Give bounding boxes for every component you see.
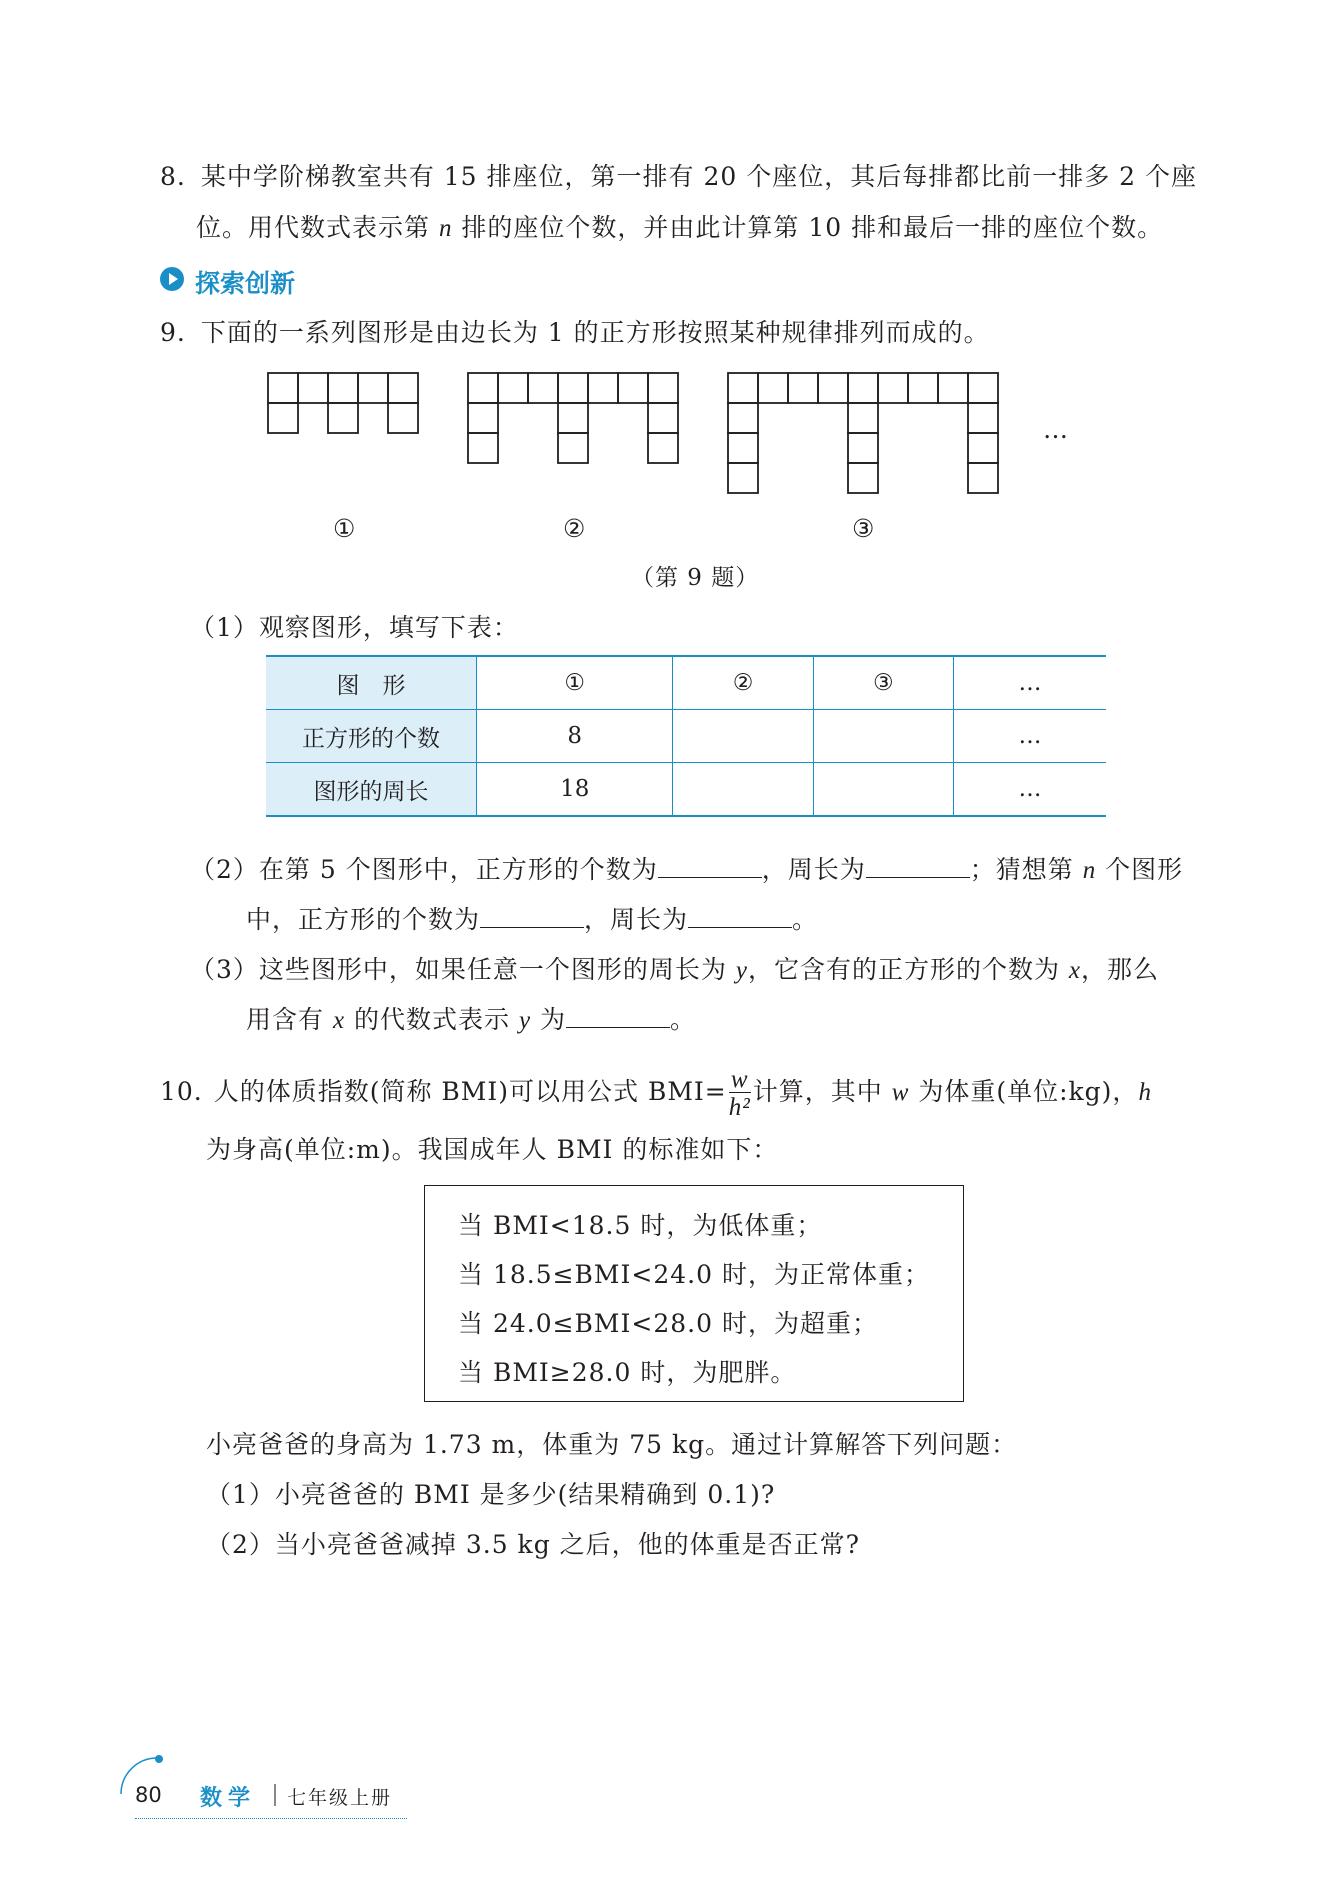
footer-subject: 数学 (200, 1786, 257, 1811)
q10-text-a: 人的体质指数(简称 BMI)可以用公式 BMI= (213, 1077, 727, 1106)
answer-blank-4[interactable] (688, 905, 792, 928)
figure-3-squares (728, 373, 998, 493)
q9-p2-text-a: （2）在第 5 个图形中，正方形的个数为 (190, 855, 658, 884)
table-header-cell: … (954, 656, 1107, 710)
table-header-cell: ③ (813, 656, 953, 710)
q9-p3-text-d: 用含有 (246, 1005, 333, 1034)
table-cell-blank[interactable] (673, 763, 813, 817)
bmi-standard-3: 当 24.0≤BMI<28.0 时，为超重； (458, 1309, 878, 1338)
q9-p3-text-b: ，它含有的正方形的个数为 (747, 955, 1069, 984)
q10-var-w: w (891, 1079, 910, 1106)
q10-line2: 为身高(单位:m)。我国成年人 BMI 的标准如下： (206, 1135, 779, 1164)
q9-part3-line2 (246, 1005, 696, 1036)
table-cell: 8 (477, 710, 673, 763)
q10-var-h: h (1138, 1079, 1152, 1106)
q9-p2-text-g: 。 (792, 905, 819, 934)
q9-p3-text-f: 为 (531, 1005, 567, 1034)
figure-label-3: ③ (852, 514, 876, 543)
q8-number: 8. (160, 162, 186, 191)
figure-1-squares (268, 373, 418, 433)
table-cell: … (954, 763, 1107, 817)
play-circle-icon (160, 267, 184, 291)
q8-line2 (196, 213, 1163, 244)
q10-text-b: 计算，其中 (752, 1077, 892, 1106)
footer-divider (274, 1784, 276, 1806)
answer-blank-2[interactable] (866, 855, 970, 878)
answer-blank-1[interactable] (658, 855, 762, 878)
q8-text-a: 位。用代数式表示第 (196, 213, 439, 242)
figure-ellipsis: … (1043, 415, 1069, 444)
footer-grade: 七年级上册 (287, 1787, 393, 1809)
q9-part1-label: （1）观察图形，填写下表： (190, 613, 519, 642)
q10-sub1: （1）小亮爸爸的 BMI 是多少(结果精确到 0.1)? (206, 1480, 776, 1509)
q9-p3-var-y2: y (518, 1007, 532, 1034)
q9-p3-text-c: ，那么 (1081, 955, 1160, 984)
q10-sub2: （2）当小亮爸爸减掉 3.5 kg 之后，他的体重是否正常? (206, 1530, 861, 1559)
q9-part2-line2 (246, 905, 818, 935)
q10-line1 (160, 1067, 1152, 1120)
table-cell-blank[interactable] (673, 710, 813, 763)
bmi-fraction (729, 1067, 751, 1120)
bmi-standard-4: 当 BMI≥28.0 时，为肥胖。 (458, 1358, 797, 1387)
q8-var-n: n (438, 215, 453, 242)
q9-p3-text-g: 。 (670, 1005, 697, 1034)
page-number: 80 (135, 1783, 162, 1807)
q9-p2-text-d: 个图形 (1096, 855, 1184, 884)
table-row-label: 图形的周长 (266, 763, 477, 817)
figure-label-2: ② (563, 514, 587, 543)
table-row (266, 763, 1106, 817)
table-cell-blank[interactable] (813, 763, 953, 817)
q9-p3-var-x: x (1068, 957, 1082, 984)
figure-2-squares (468, 373, 678, 463)
table-cell-blank[interactable] (813, 710, 953, 763)
table-row-label: 正方形的个数 (266, 710, 477, 763)
table-cell: 18 (477, 763, 673, 817)
table-header-cell: ① (477, 656, 673, 710)
q10-number: 10. (160, 1077, 203, 1106)
fraction-numerator: w (729, 1067, 751, 1093)
q9-p3-text-e: 的代数式表示 (345, 1005, 519, 1034)
q10-given: 小亮爸爸的身高为 1.73 m，体重为 75 kg。通过计算解答下列问题： (206, 1430, 1018, 1459)
bmi-standard-1: 当 BMI<18.5 时，为低体重； (458, 1211, 823, 1240)
q9-p2-var-n: n (1082, 857, 1097, 884)
fraction-denominator: h² (728, 1094, 751, 1121)
q9-part2-line1 (190, 855, 1183, 886)
table-row (266, 710, 1106, 763)
q8-line1 (160, 162, 1197, 192)
q9-p2-text-f: ，周长为 (584, 905, 689, 934)
answer-blank-3[interactable] (480, 905, 584, 928)
q9-intro-line (160, 318, 990, 348)
q9-number: 9. (160, 318, 186, 347)
square-pattern-figure (260, 365, 1060, 505)
figure-caption: （第 9 题） (631, 565, 760, 591)
q8-text-b: 排的座位个数，并由此计算第 10 排和最后一排的座位个数。 (452, 213, 1164, 242)
q9-part3-line1 (190, 955, 1159, 986)
table-header-cell: ② (673, 656, 813, 710)
q9-p3-text-a: （3）这些图形中，如果任意一个图形的周长为 (190, 955, 736, 984)
q9-p3-var-y: y (735, 957, 748, 984)
q9-p2-text-b: ，周长为 (761, 855, 866, 884)
q10-text-c: 为体重(单位:kg)， (909, 1077, 1139, 1106)
table-header-cell: 图 形 (266, 656, 477, 710)
answer-blank-5[interactable] (566, 1005, 670, 1028)
q9-p3-var-x2: x (332, 1007, 346, 1034)
figure-label-1: ① (333, 514, 357, 543)
bmi-standard-2: 当 18.5≤BMI<24.0 时，为正常体重； (458, 1260, 930, 1289)
q9-intro: 下面的一系列图形是由边长为 1 的正方形按照某种规律排列而成的。 (200, 318, 990, 347)
q9-p2-text-e: 中，正方形的个数为 (246, 905, 481, 934)
footer-dotted-rule (135, 1818, 407, 1819)
fill-in-table (266, 655, 1106, 817)
section-title: 探索创新 (195, 269, 296, 298)
table-header-row (266, 656, 1106, 710)
q9-p2-text-c: ；猜想第 (969, 855, 1083, 884)
bmi-standards-box (424, 1185, 964, 1402)
q8-text-line1: 某中学阶梯教室共有 15 排座位，第一排有 20 个座位，其后每排都比前一排多 2 个座 (200, 162, 1198, 191)
table-cell: … (954, 710, 1107, 763)
